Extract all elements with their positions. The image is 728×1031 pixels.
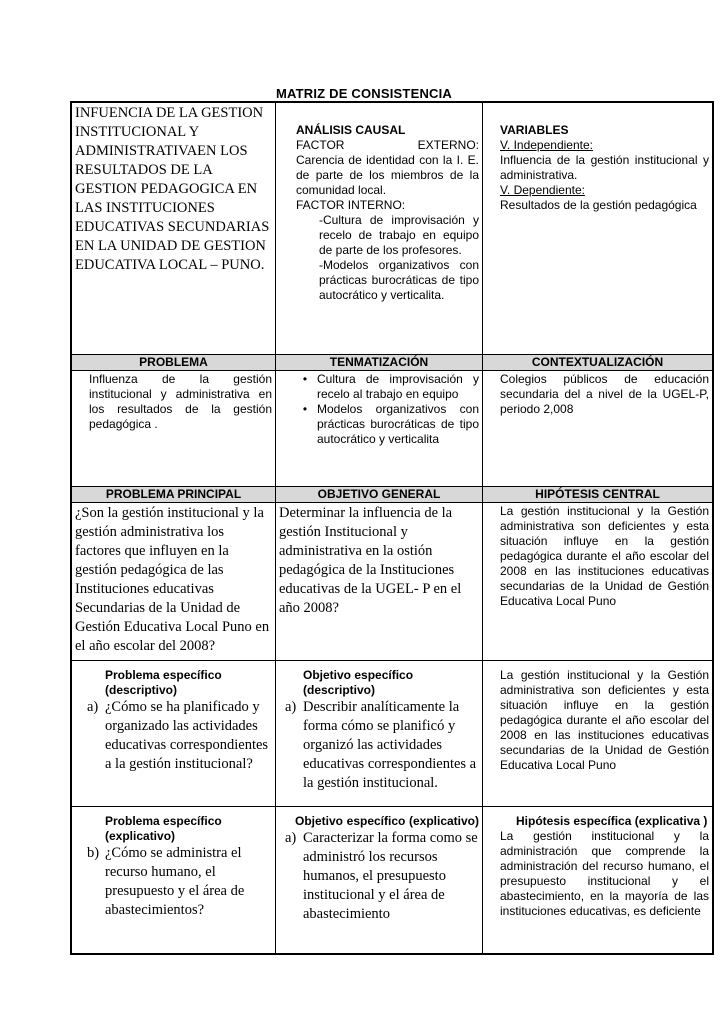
bullet-icon: •	[302, 372, 308, 386]
table-row	[71, 807, 713, 955]
table-row	[71, 371, 713, 487]
dependent-variable-label: V. Dependiente:	[500, 183, 585, 197]
table-row	[71, 661, 713, 807]
list-item	[75, 844, 272, 920]
specific-objective-cell	[276, 807, 483, 955]
specific-objective-text: Caracterizar la forma como se administró los recursos humanos, el presupuesto institucional y el área de abastecimiento	[303, 830, 478, 922]
specific-objective-text: Describir analíticamente la forma cómo se planificó y organizó las actividades educativas correspondientes a la gestión institucional.	[303, 699, 477, 791]
header-tematizacion: TENMATIZACIÓN	[276, 355, 483, 371]
general-objective-text: Determinar la influencia de la gestión Institucional y administrativa en la ostión pedagógica de la Instituciones educativas de la UGEL- P en el año 2008?	[279, 505, 462, 616]
specific-problem-cell	[71, 807, 276, 955]
external-factor-label: FACTOR EXTERNO:	[296, 138, 479, 152]
causal-analysis-cell	[276, 102, 483, 355]
tematizacion-cell	[276, 371, 483, 487]
specific-objective-heading: Objetivo específico (explicativo)	[295, 814, 479, 828]
independent-variable-label: V. Independiente:	[500, 138, 593, 152]
problem-text: Influenza de la gestión institucional y administrativa en los resultados de la gestión pedagógica .	[89, 372, 272, 431]
consistency-matrix-table	[70, 101, 714, 955]
table-row	[71, 102, 713, 355]
main-problem-text: ¿Son la gestión institucional y la gestión administrativa los factores que influyen en la gestión pedagógica de las Instituciones educativas Secundarias de la Unidad de Gestión Educativa Local Puno en el año escolar del 2008?	[75, 505, 270, 654]
causal-analysis-heading: ANÁLISIS CAUSAL	[296, 123, 406, 137]
independent-variable-text: Influencia de la gestión institucional y administrativa.	[500, 153, 709, 182]
contextualizacion-text: Colegios públicos de educación secundaria del a nivel de la UGEL-P, periodo 2,008	[500, 372, 709, 416]
header-hipotesis-central: HIPÓTESIS CENTRAL	[483, 487, 714, 503]
bullet-icon: •	[302, 402, 308, 416]
specific-problem-text: ¿Cómo se ha planificado y organizado las actividades educativas correspondientes a la gestión institucional?	[105, 699, 269, 772]
list-marker: a)	[285, 699, 297, 715]
main-problem-cell	[71, 503, 276, 661]
list-item	[75, 698, 272, 774]
specific-problem-text: ¿Cómo se administra el recurso humano, el presupuesto y el área de abastecimientos?	[105, 845, 245, 918]
specific-hypothesis-cell	[483, 661, 714, 807]
internal-factor-item: -Cultura de improvisación y recelo de trabajo en equipo de parte de los profesores.	[319, 213, 479, 257]
specific-hypothesis-heading: Hipótesis específica (explicativa )	[516, 814, 708, 828]
list-item	[293, 372, 479, 402]
list-marker: a)	[285, 830, 297, 846]
list-marker: b)	[87, 845, 100, 861]
variables-heading: VARIABLES	[500, 123, 569, 137]
header-problema-principal: PROBLEMA PRINCIPAL	[71, 487, 276, 503]
contextualizacion-cell	[483, 371, 714, 487]
general-objective-cell	[276, 503, 483, 661]
specific-hypothesis-text: La gestión institucional y la Gestión administrativa son deficientes y esta situación influye en la gestión pedagógica durante el año escolar del 2008 en las instituciones educativas secundarias de la Unidad de Gestión Educativa Local Puno	[500, 668, 709, 772]
internal-factor-label: FACTOR INTERNO:	[296, 198, 406, 212]
central-hypothesis-text: La gestión institucional y la Gestión administrativa son deficientes y esta situación influye en la gestión pedagógica durante el año escolar del 2008 en las instituciones educativas secundarias de la Unidad de Gestión Educativa Local Puno	[500, 504, 709, 608]
research-title: INFUENCIA DE LA GESTION INSTITUCIONAL Y ADMINISTRATIVAEN LOS RESULTADOS DE LA GESTION PEDAGOGICA EN LAS INSTITUCIONES EDUCATIVAS SECUNDARIAS EN LA UNIDAD DE GESTION EDUCATIVA LOCAL – PUNO.	[75, 105, 270, 273]
problem-cell	[71, 371, 276, 487]
specific-problem-cell	[71, 661, 276, 807]
specific-hypothesis-text: La gestión institucional y la administración que comprende la administración del recurso humano, el presupuesto institucional y el abastecimiento, en la mayoría de las instituciones educativas, es deficiente	[500, 829, 709, 918]
table-header-row	[71, 487, 713, 503]
tematizacion-item: Cultura de improvisación y recelo al trabajo en equipo	[317, 372, 479, 401]
internal-factor-item: -Modelos organizativos con prácticas burocráticas de tipo autocrático y verticalita.	[319, 258, 479, 302]
list-item	[279, 829, 479, 924]
specific-problem-heading: Problema específico (descriptivo)	[105, 668, 222, 697]
tematizacion-item: Modelos organizativos con prácticas burocráticas de tipo autocrático y verticalita	[317, 402, 479, 446]
header-contextualizacion: CONTEXTUALIZACIÓN	[483, 355, 714, 371]
header-objetivo-general: OBJETIVO GENERAL	[276, 487, 483, 503]
header-problema: PROBLEMA	[71, 355, 276, 371]
dependent-variable-text: Resultados de la gestión pedagógica	[500, 198, 697, 212]
list-marker: a)	[87, 699, 99, 715]
page-title: MATRIZ DE CONSISTENCIA	[275, 86, 453, 101]
specific-objective-heading: Objetivo específico (descriptivo)	[303, 668, 414, 697]
external-factor-text: Carencia de identidad con la I. E. de parte de los miembros de la comunidad local.	[296, 153, 479, 197]
central-hypothesis-cell	[483, 503, 714, 661]
table-header-row	[71, 355, 713, 371]
list-item	[293, 402, 479, 447]
specific-problem-heading: Problema específico (explicativo)	[105, 814, 222, 843]
specific-objective-cell	[276, 661, 483, 807]
specific-hypothesis-cell	[483, 807, 714, 955]
table-row	[71, 503, 713, 661]
research-title-cell	[71, 102, 276, 355]
variables-cell	[483, 102, 714, 355]
list-item	[279, 698, 479, 793]
